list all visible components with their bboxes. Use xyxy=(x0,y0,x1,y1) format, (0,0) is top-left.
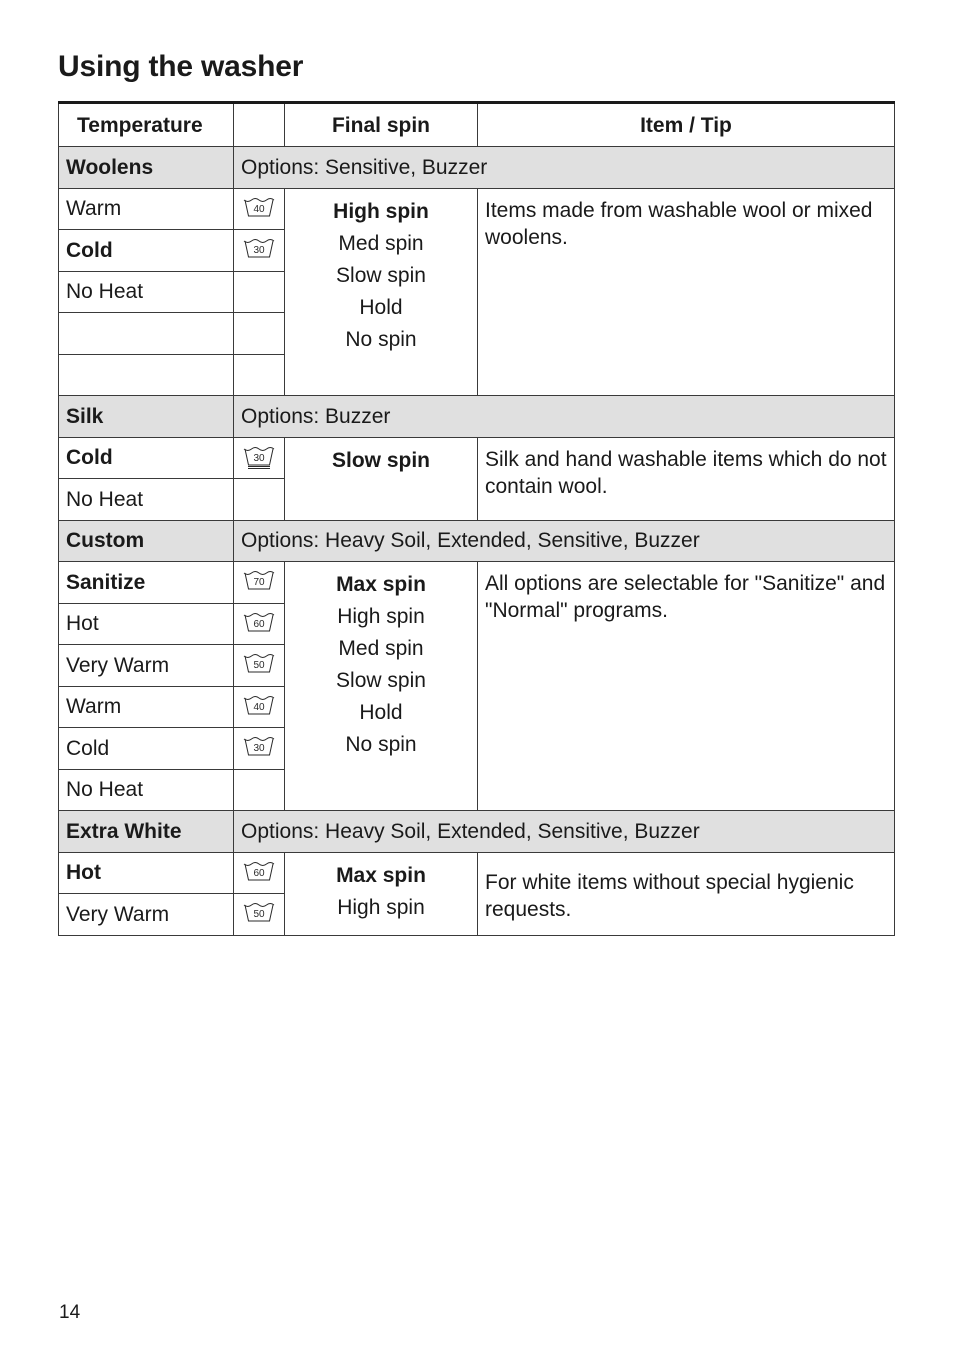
wool-wash-tub-icon xyxy=(243,238,275,262)
wash-symbol-cell xyxy=(234,479,285,521)
hand-wash-tub-icon xyxy=(243,446,275,470)
wash-symbol-cell xyxy=(234,645,285,687)
spin-option: Med spin xyxy=(338,637,424,660)
spin-option: Hold xyxy=(359,701,403,724)
program-options: Options: Heavy Soil, Extended, Sensitive, Buzzer xyxy=(234,811,895,853)
wash-symbol-cell xyxy=(234,728,285,770)
program-row-custom xyxy=(59,520,895,562)
item-tip-cell: Silk and hand washable items which do not contain wool. xyxy=(478,437,895,520)
item-tip-cell: Items made from washable wool or mixed woolens. xyxy=(478,188,895,396)
wash-symbol-cell xyxy=(234,313,285,355)
wash-symbol-cell xyxy=(234,230,285,272)
temperature-cell: Warm xyxy=(59,686,234,728)
temperature-row xyxy=(59,188,895,230)
wash-tub-icon xyxy=(243,612,275,636)
wash-symbol-cell xyxy=(234,603,285,645)
tub-temperature-label: 60 xyxy=(253,867,265,879)
header-symbol xyxy=(234,103,285,147)
wash-symbol-cell xyxy=(234,769,285,811)
wash-programs-table xyxy=(58,101,895,936)
tub-temperature-label: 60 xyxy=(253,618,265,630)
tub-temperature-label: 30 xyxy=(253,743,265,754)
wash-tub-icon xyxy=(243,736,275,760)
temperature-cell: No Heat xyxy=(59,769,234,811)
wash-symbol-cell xyxy=(234,562,285,604)
temperature-cell: Cold xyxy=(59,437,234,479)
item-tip-cell: All options are selectable for "Sanitize" and "Normal" programs. xyxy=(478,562,895,811)
final-spin-cell xyxy=(285,437,478,520)
table-body xyxy=(59,147,895,936)
final-spin-cell xyxy=(285,852,478,935)
program-name: Silk xyxy=(59,396,234,438)
program-row-woolens xyxy=(59,147,895,189)
spin-option: Hold xyxy=(359,295,403,319)
tub-temperature-label: 40 xyxy=(253,701,265,713)
final-spin-cell xyxy=(285,188,478,396)
wash-symbol-cell xyxy=(234,852,285,894)
page-title: Using the washer xyxy=(58,50,304,83)
header-temperature: Temperature xyxy=(59,103,234,147)
tub-temperature-label: 50 xyxy=(253,909,265,920)
temperature-cell: Warm xyxy=(59,188,234,230)
page-number: 14 xyxy=(59,1302,81,1323)
wash-tub-icon xyxy=(243,653,275,677)
program-name: Custom xyxy=(59,520,234,562)
program-options: Options: Buzzer xyxy=(234,396,895,438)
wool-wash-tub-icon xyxy=(243,197,275,221)
tub-temperature-label: 30 xyxy=(253,452,265,464)
spin-option: High spin xyxy=(333,199,429,223)
program-options: Options: Sensitive, Buzzer xyxy=(234,147,895,189)
table-header-row xyxy=(59,103,895,147)
program-name: Extra White xyxy=(59,811,234,853)
tub-temperature-label: 30 xyxy=(253,245,265,256)
temperature-cell: No Heat xyxy=(59,479,234,521)
wash-tub-icon xyxy=(243,902,275,926)
wash-symbol-cell xyxy=(234,271,285,313)
spin-option: No spin xyxy=(345,327,417,351)
temperature-cell: No Heat xyxy=(59,271,234,313)
wash-tub-icon xyxy=(243,570,275,594)
final-spin-cell xyxy=(285,562,478,811)
temperature-cell: Very Warm xyxy=(59,894,234,936)
spin-option: Max spin xyxy=(336,863,426,887)
temperature-cell: Cold xyxy=(59,728,234,770)
spin-option: Slow spin xyxy=(336,263,426,287)
spin-option: Max spin xyxy=(336,573,426,596)
tub-temperature-label: 50 xyxy=(253,660,265,671)
spin-option: High spin xyxy=(337,895,425,919)
temperature-cell xyxy=(59,354,234,396)
tub-temperature-label: 40 xyxy=(253,203,265,215)
program-row-silk xyxy=(59,396,895,438)
wash-symbol-cell xyxy=(234,686,285,728)
temperature-cell xyxy=(59,313,234,355)
wash-tub-icon xyxy=(243,695,275,719)
temperature-row xyxy=(59,852,895,894)
program-options: Options: Heavy Soil, Extended, Sensitive, Buzzer xyxy=(234,520,895,562)
program-name: Woolens xyxy=(59,147,234,189)
wash-symbol-cell xyxy=(234,354,285,396)
header-item-tip: Item / Tip xyxy=(478,103,895,147)
wash-symbol-cell xyxy=(234,894,285,936)
spin-option: High spin xyxy=(337,605,425,628)
temperature-cell: Cold xyxy=(59,230,234,272)
wash-symbol-cell xyxy=(234,188,285,230)
spin-option: Slow spin xyxy=(336,669,426,692)
temperature-row xyxy=(59,437,895,479)
tub-temperature-label: 70 xyxy=(253,577,265,588)
spin-option: Slow spin xyxy=(331,448,430,472)
spin-option: Med spin xyxy=(338,231,424,255)
temperature-cell: Very Warm xyxy=(59,645,234,687)
temperature-row xyxy=(59,562,895,604)
wash-tub-icon xyxy=(243,861,275,885)
item-tip-cell: For white items without special hygienic requests. xyxy=(478,852,895,935)
temperature-cell: Hot xyxy=(59,603,234,645)
spin-option: No spin xyxy=(345,733,417,756)
header-final-spin: Final spin xyxy=(285,103,478,147)
program-row-extra-white xyxy=(59,811,895,853)
temperature-cell: Hot xyxy=(59,852,234,894)
temperature-cell: Sanitize xyxy=(59,562,234,604)
wash-symbol-cell xyxy=(234,437,285,479)
